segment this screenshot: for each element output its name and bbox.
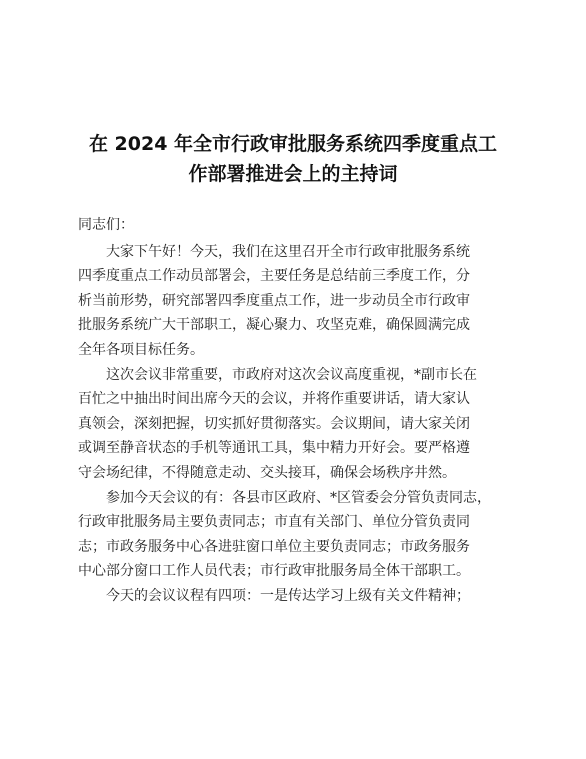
paragraph-line: 析当前形势，研究部署四季度重点工作，进一步动员全市行政审: [78, 292, 470, 309]
title-line: 作部署推进会上的主持词: [188, 163, 398, 185]
paragraph-line: 全年各项目标任务。: [78, 341, 204, 358]
paragraph-importance: [78, 363, 518, 486]
paragraph-line: 中心部分窗口工作人员代表；市行政审批服务局全体干部职工。: [78, 563, 470, 580]
paragraph-line: 百忙之中抽出时间出席今天的会议，并将作重要讲话，请大家认: [78, 391, 470, 408]
paragraph-line: 志；市政务服务中心各进驻窗口单位主要负责同志；市政务服务: [78, 538, 470, 555]
paragraph-line: 大家下午好！今天，我们在这里召开全市行政审批服务系统: [106, 243, 470, 260]
document-title: [60, 129, 526, 189]
paragraph-line: 行政审批服务局主要负责同志；市直有关部门、单位分管负责同: [78, 514, 470, 531]
paragraph-line: 或调至静音状态的手机等通讯工具，集中精力开好会。要严格遵: [78, 440, 470, 457]
paragraph-line: 今天的会议议程有四项：一是传达学习上级有关文件精神；: [106, 587, 470, 604]
paragraph-line: 四季度重点工作动员部署会，主要任务是总结前三季度工作，分: [78, 268, 470, 285]
paragraph-attendees: [78, 486, 518, 584]
paragraph-agenda: [78, 584, 518, 609]
salutation: 同志们：: [78, 217, 134, 233]
document-body: [78, 213, 518, 609]
paragraph-line: 这次会议非常重要，市政府对这次会议高度重视，*副市长在: [106, 366, 477, 383]
paragraph-line: 参加今天会议的有：各县市区政府、*区管委会分管负责同志，: [106, 489, 491, 506]
paragraph-line: 真领会，深刻把握，切实抓好贯彻落实。会议期间，请大家关闭: [78, 415, 470, 432]
title-line: 在 2024 年全市行政审批服务系统四季度重点工: [88, 133, 498, 155]
paragraph-line: 守会场纪律，不得随意走动、交头接耳，确保会场秩序井然。: [78, 464, 456, 481]
paragraph-line: 批服务系统广大干部职工，凝心聚力、攻坚克难，确保圆满完成: [78, 317, 470, 334]
paragraph-opening: [78, 240, 518, 363]
